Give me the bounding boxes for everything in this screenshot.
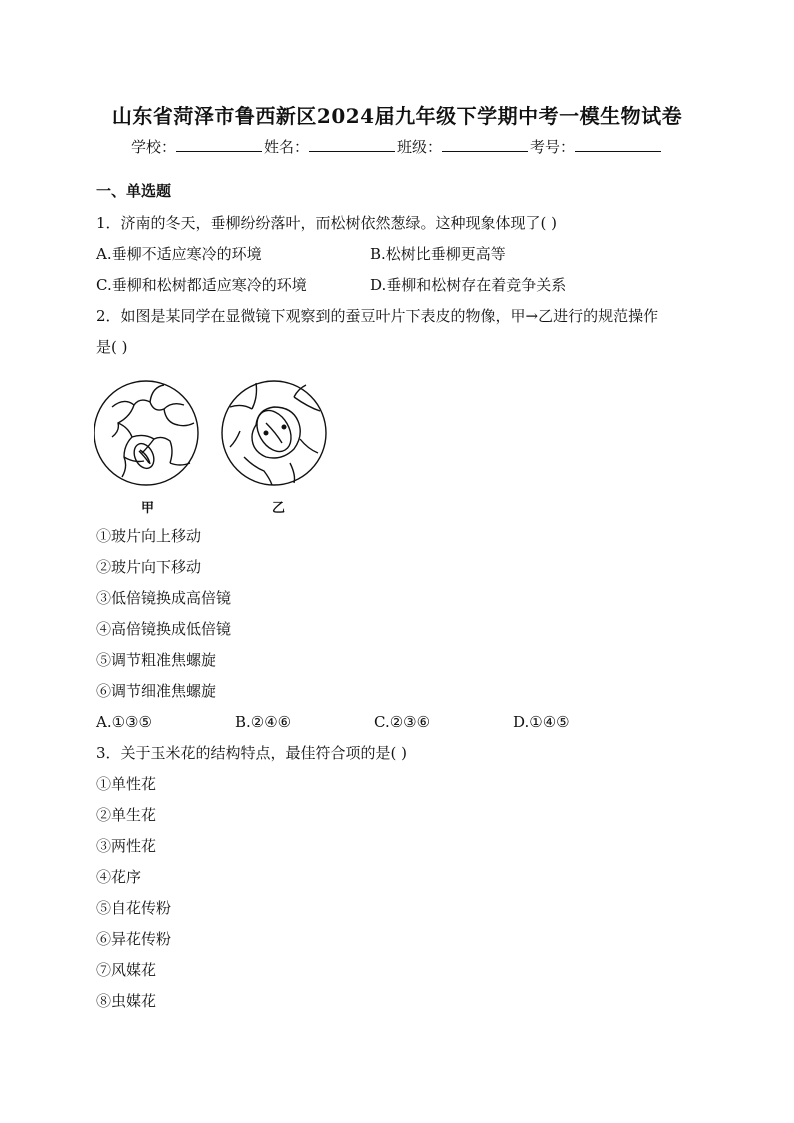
q2-item-5: ⑤调节粗准焦螺旋 (96, 651, 217, 669)
q2-option-d: D.①④⑤ (513, 713, 570, 731)
q2-item-4: ④高倍镜换成低倍镜 (96, 620, 232, 638)
q2-item-6: ⑥调节细准焦螺旋 (96, 682, 217, 700)
student-info-line (0, 136, 794, 157)
section-title: 一、单选题 (96, 182, 172, 200)
q1-option-d: D.垂柳和松树存在着竞争关系 (370, 276, 567, 294)
view-yi (222, 381, 326, 485)
q1-option-a: A.垂柳不适应寒冷的环境 (96, 245, 262, 263)
figure-label-jia: 甲 (141, 501, 155, 516)
q2-option-c: C.②③⑥ (374, 713, 431, 731)
microscope-figure (96, 367, 706, 517)
q3-stem: 3．关于玉米花的结构特点，最佳符合项的是( ) (96, 744, 408, 762)
q2-item-3: ③低倍镜换成高倍镜 (96, 589, 232, 607)
q3-item-4: ④花序 (96, 868, 142, 886)
q2-options (96, 707, 706, 738)
q1-option-b: B.松树比垂柳更高等 (370, 245, 506, 263)
q2-stem-line1: 2．如图是某同学在显微镜下观察到的蚕豆叶片下表皮的物像，甲→乙进行的规范操作 (96, 307, 659, 325)
view-jia (94, 381, 198, 485)
q3-item-8: ⑧虫媒花 (96, 992, 157, 1010)
page-title: 山东省菏泽市鲁西新区2024届九年级下学期中考一模生物试卷 (111, 104, 683, 128)
q1-stem: 1．济南的冬天，垂柳纷纷落叶，而松树依然葱绿。这种现象体现了( ) (96, 214, 558, 232)
q1-options-row1 (96, 239, 706, 270)
figure-label-yi: 乙 (272, 501, 286, 516)
number-blank (575, 137, 661, 152)
q2-item-1: ①玻片向上移动 (96, 527, 202, 545)
q2-option-b: B.②④⑥ (235, 713, 292, 731)
school-blank (176, 137, 262, 152)
q3-item-5: ⑤自花传粉 (96, 899, 172, 917)
q2-item-2: ②玻片向下移动 (96, 558, 202, 576)
school-label: 学校： (130, 138, 176, 156)
name-blank (309, 137, 395, 152)
q3-item-7: ⑦风媒花 (96, 961, 157, 979)
q1-option-c: C.垂柳和松树都适应寒冷的环境 (96, 276, 307, 294)
q3-item-1: ①单性花 (96, 775, 157, 793)
class-blank (442, 137, 528, 152)
questions (96, 180, 706, 1017)
q3-item-2: ②单生花 (96, 806, 157, 824)
q1-options-row2 (96, 270, 706, 301)
number-label: 考号： (530, 138, 576, 156)
q3-item-6: ⑥异花传粉 (96, 930, 172, 948)
name-label: 姓名： (263, 138, 309, 156)
microscope-views-image (94, 367, 354, 517)
q2-option-a: A.①③⑤ (96, 713, 152, 731)
q2-stem-line2: 是( ) (96, 338, 128, 356)
q3-item-3: ③两性花 (96, 837, 157, 855)
class-label: 班级： (397, 138, 443, 156)
